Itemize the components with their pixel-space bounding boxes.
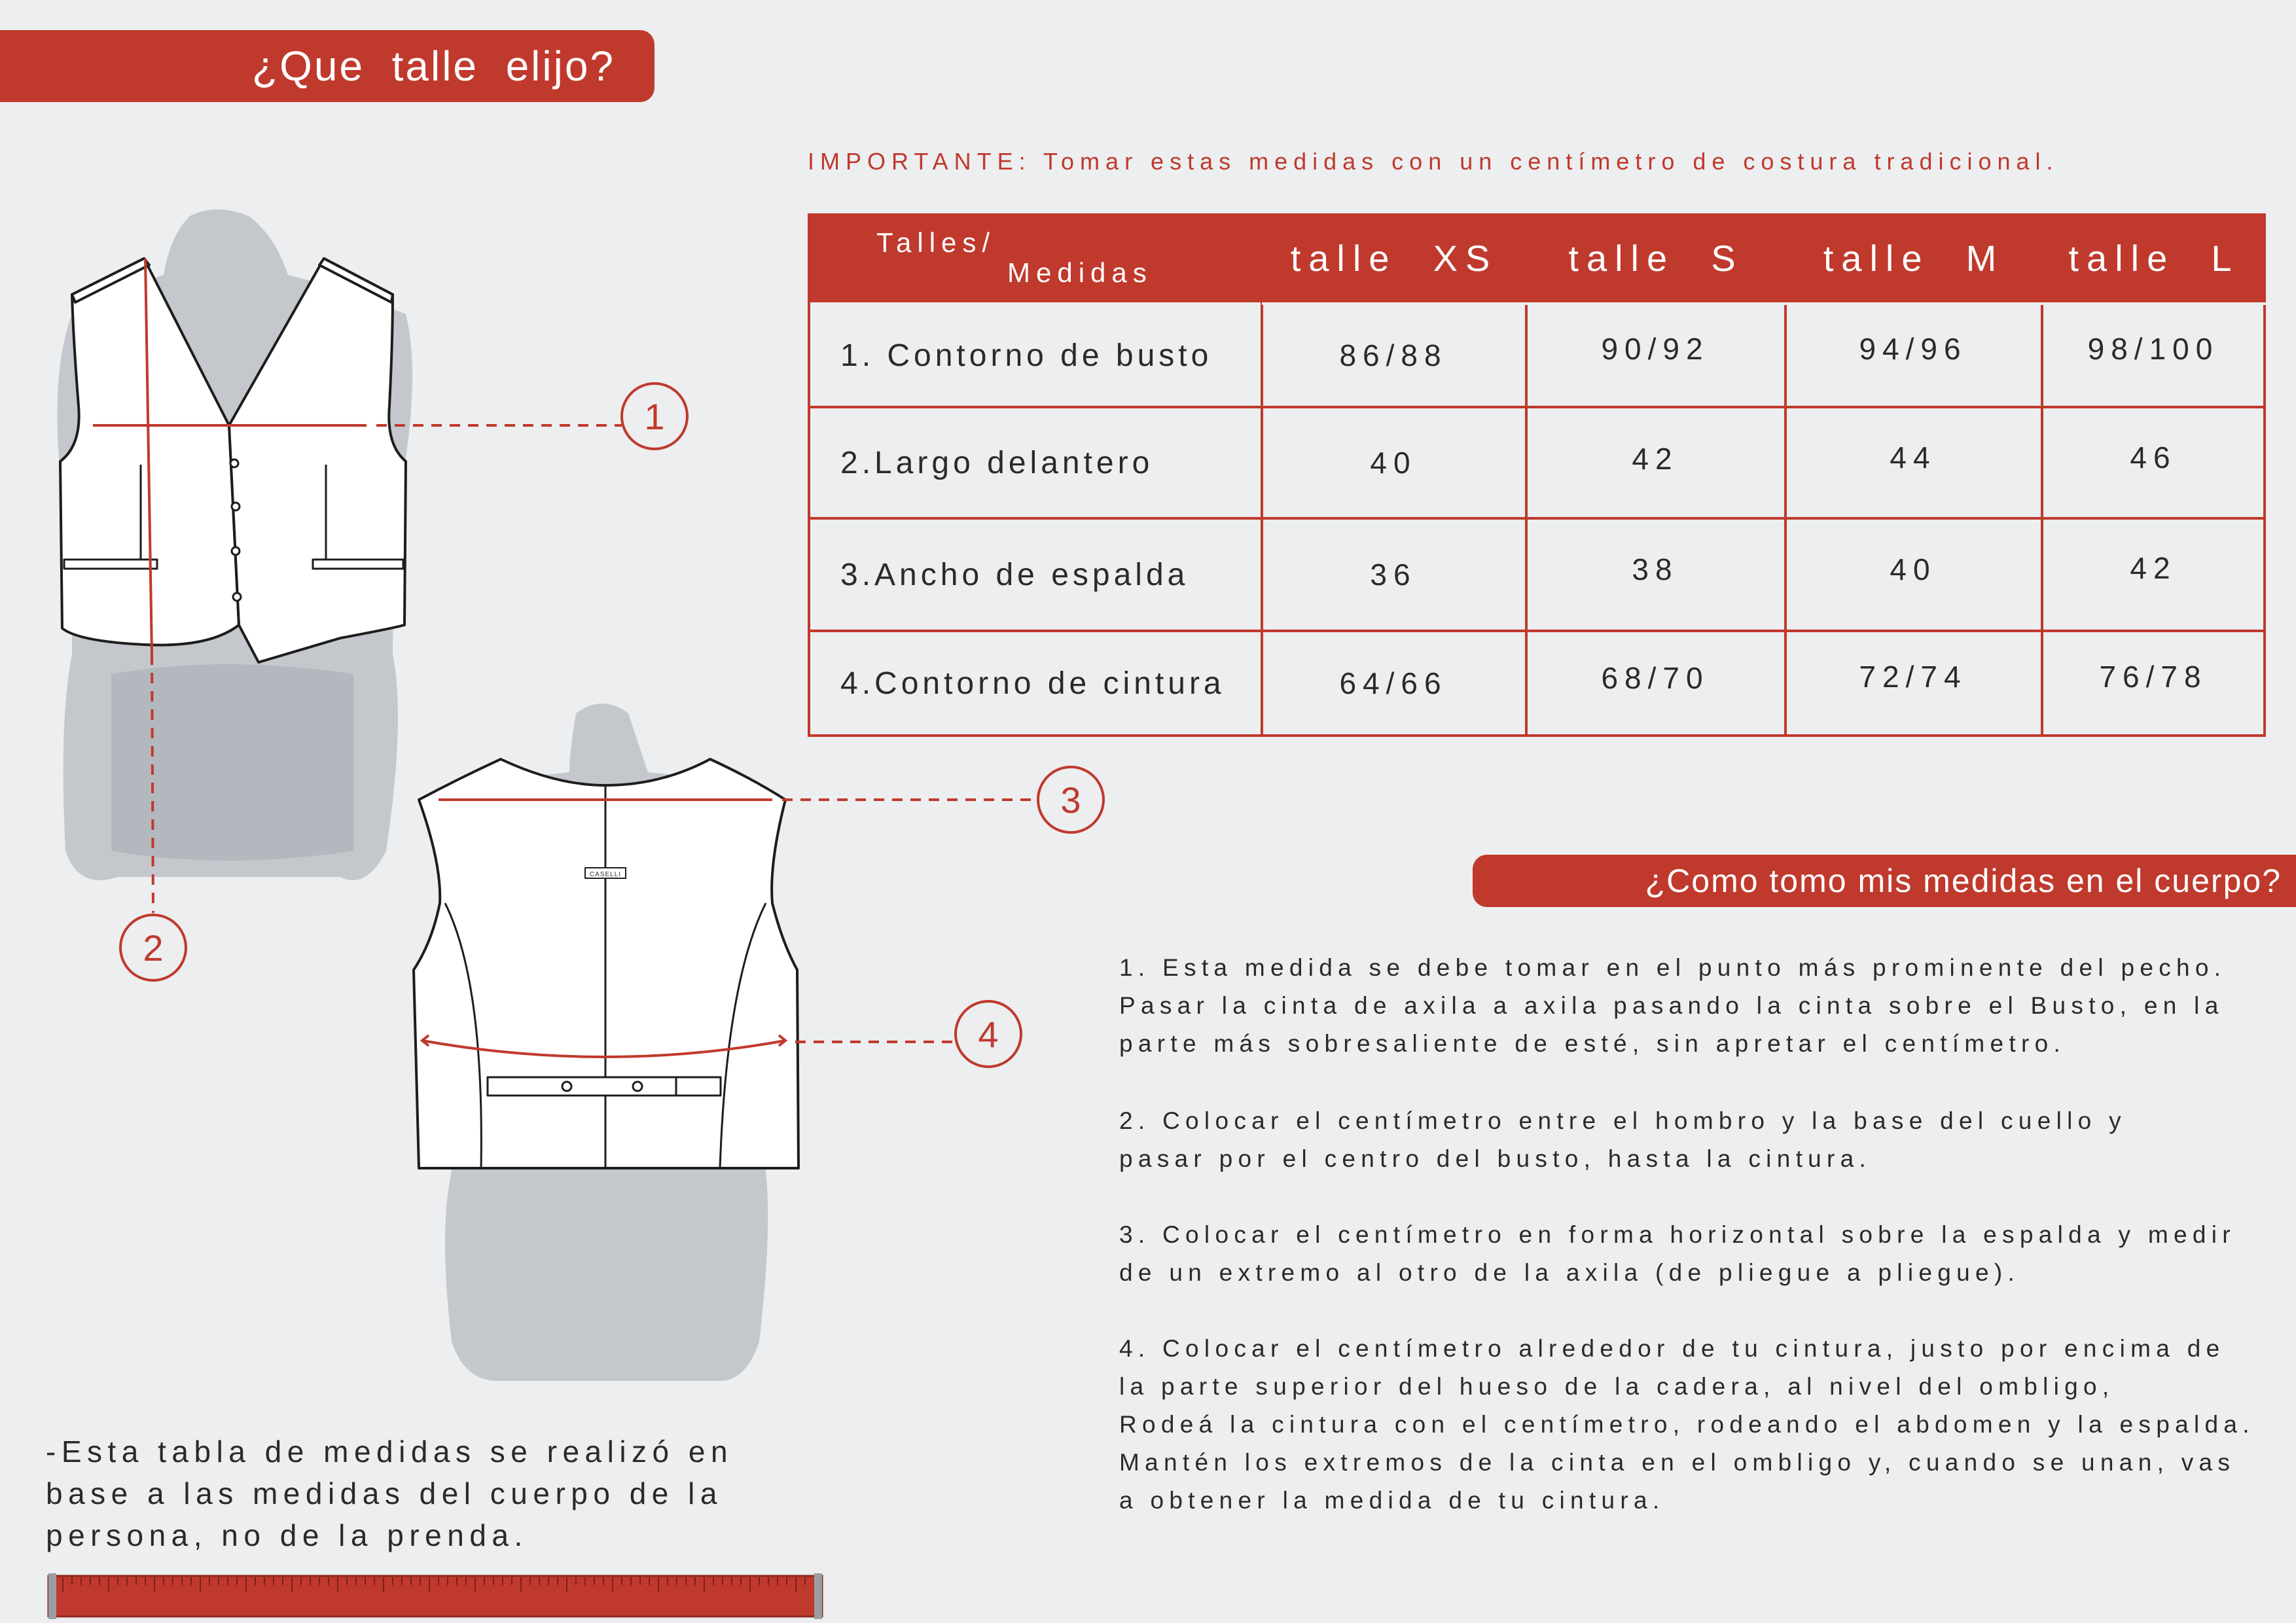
instruction-line: pasar por el centro del busto, hasta la cintura. xyxy=(1119,1145,1872,1172)
marker-2 xyxy=(120,915,186,980)
table-cell: 36 xyxy=(1370,558,1417,592)
table-cell: 64/66 xyxy=(1339,666,1448,700)
instruction-line: 1. Esta medida se debe tomar en el punto más prominente del pecho. xyxy=(1119,954,2227,981)
brand-tag-label: CASELLI xyxy=(589,871,622,878)
corner-label-medidas: Medidas xyxy=(1007,257,1153,288)
instruction-line: parte más sobresaliente de esté, sin apretar el centímetro. xyxy=(1119,1030,2066,1057)
table-cell: 94/96 xyxy=(1859,332,1967,366)
table-cell: 72/74 xyxy=(1859,660,1967,694)
table-cell: 76/78 xyxy=(2099,660,2208,694)
back-vest xyxy=(414,759,798,1168)
row-label-largo: 2.Largo delantero xyxy=(840,445,1154,480)
marker-4 xyxy=(956,1001,1021,1067)
measuring-tape-icon xyxy=(48,1573,822,1619)
table-cell: 42 xyxy=(2130,551,2177,585)
table-cell: 42 xyxy=(1632,442,1679,476)
column-header-l: talle L xyxy=(2042,213,2266,302)
instruction-line: la parte superior del hueso de la cadera, al nivel del ombligo, xyxy=(1119,1373,2115,1400)
page-title: ¿Que talle elijo? xyxy=(251,43,615,90)
table-cell: 40 xyxy=(1890,552,1937,586)
instruction-line: de un extremo al otro de la axila (de pliegue a pliegue). xyxy=(1119,1259,2020,1286)
note-line: -Esta tabla de medidas se realizó en xyxy=(46,1435,734,1469)
column-header-s: talle S xyxy=(1526,213,1785,302)
marker-4-label: 4 xyxy=(978,1014,999,1055)
instruction-line: Pasar la cinta de axila a axila pasando la cinta sobre el Busto, en la xyxy=(1119,992,2224,1019)
corner-label-talles: Talles/ xyxy=(876,227,996,258)
marker-3 xyxy=(1038,767,1103,832)
table-cell: 38 xyxy=(1632,552,1679,586)
marker-3-label: 3 xyxy=(1060,779,1081,821)
column-header-xs: talle XS xyxy=(1262,213,1526,302)
table-cell: 90/92 xyxy=(1601,332,1710,366)
table-cell: 46 xyxy=(2130,440,2177,474)
important-note: IMPORTANTE: Tomar estas medidas con un centímetro de costura tradicional. xyxy=(808,148,2059,175)
row-label-busto: 1. Contorno de busto xyxy=(840,338,1213,373)
how-to-measure-title: ¿Como tomo mis medidas en el cuerpo? xyxy=(1645,863,2282,899)
instruction-line: 2. Colocar el centímetro entre el hombro y la base del cuello y xyxy=(1119,1107,2126,1134)
table-cell: 40 xyxy=(1370,446,1417,480)
column-header-m: talle M xyxy=(1785,213,2042,302)
row-label-cintura: 4.Contorno de cintura xyxy=(840,666,1225,701)
instruction-line: 4. Colocar el centímetro alrededor de tu cintura, justo por encima de xyxy=(1119,1335,2225,1362)
instruction-line: 3. Colocar el centímetro en forma horizontal sobre la espalda y medir xyxy=(1119,1221,2236,1248)
marker-1-label: 1 xyxy=(644,396,665,437)
note-line: persona, no de la prenda. xyxy=(46,1518,528,1552)
table-cell: 98/100 xyxy=(2087,332,2219,366)
table-cell: 68/70 xyxy=(1601,661,1710,695)
marker-2-label: 2 xyxy=(143,927,164,969)
instruction-line: Mantén los extremos de la cinta en el ombligo y, cuando se unan, vas xyxy=(1119,1449,2236,1476)
row-label-ancho: 3.Ancho de espalda xyxy=(840,557,1189,592)
table-cell: 44 xyxy=(1890,440,1937,474)
note-line: base a las medidas del cuerpo de la xyxy=(46,1476,723,1510)
marker-1 xyxy=(622,383,687,449)
table-cell: 86/88 xyxy=(1339,338,1448,372)
instruction-line: a obtener la medida de tu cintura. xyxy=(1119,1487,1665,1514)
instruction-line: Rodeá la cintura con el centímetro, rodeando el abdomen y la espalda. xyxy=(1119,1411,2255,1438)
